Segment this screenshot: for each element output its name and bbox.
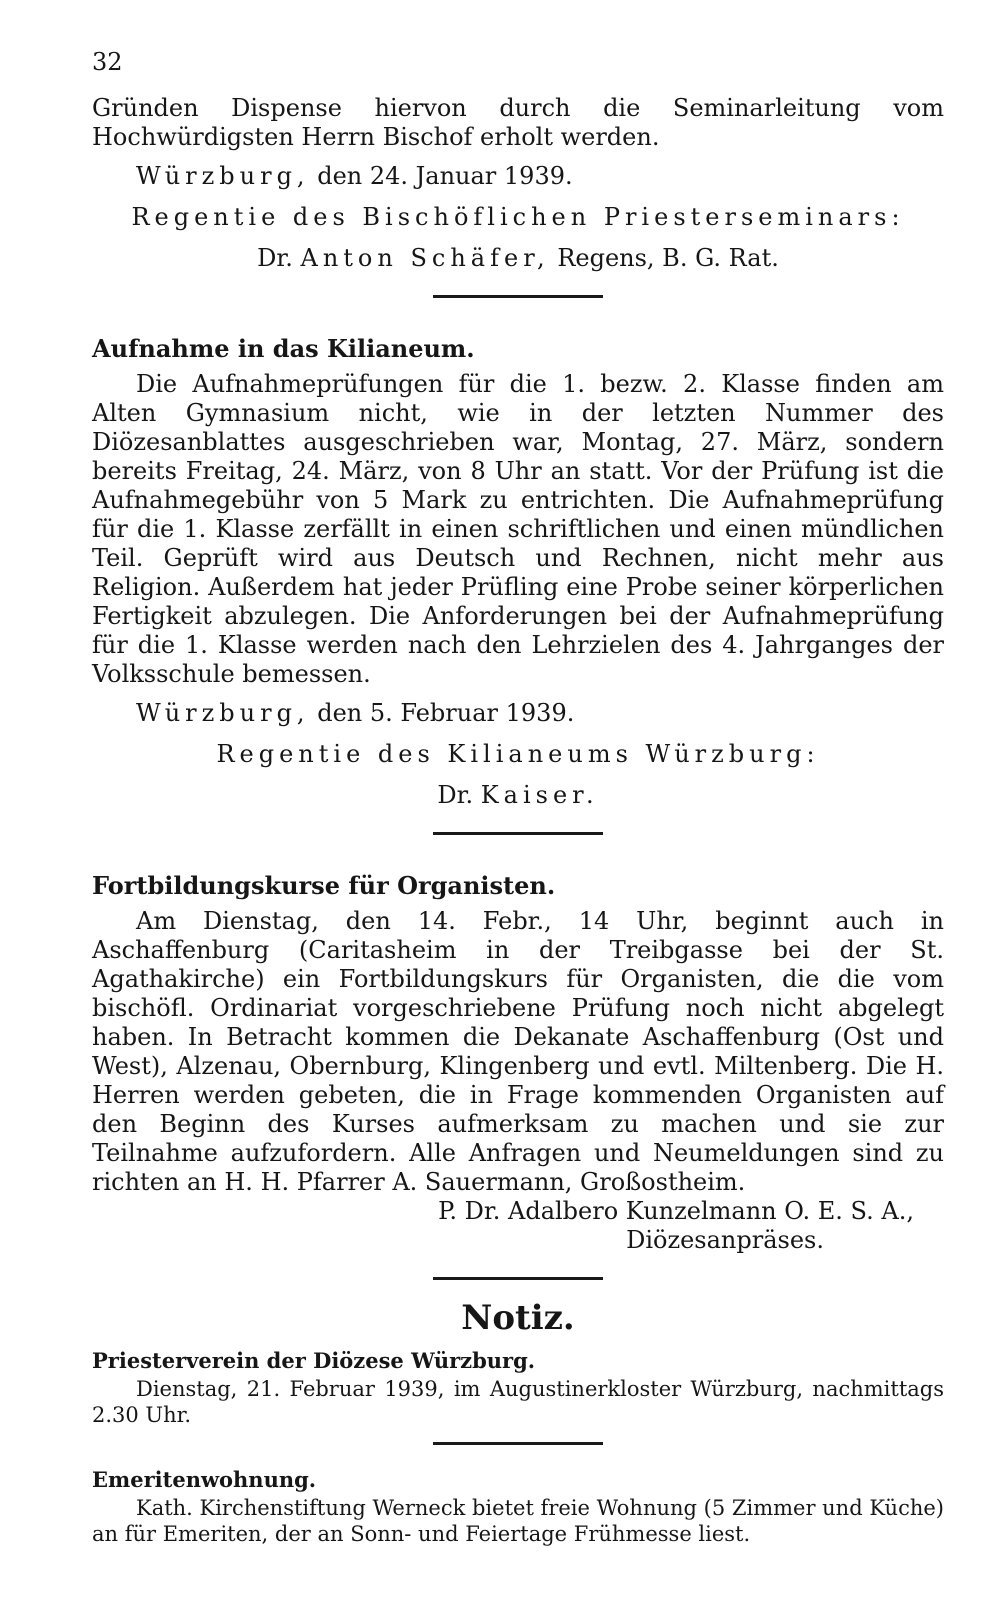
intro-date-place: Würzburg, (136, 162, 310, 190)
kilianeum-signature-name: Kaiser. (480, 781, 599, 809)
kilianeum-signature-title: Dr. (437, 781, 474, 809)
emeriten-heading: Emeritenwohnung. (92, 1467, 317, 1492)
kilianeum-date (92, 699, 944, 728)
emeriten-paragraph: Kath. Kirchenstiftung Werneck bietet freie Wohnung (5 Zimmer und Küche) an für Emeriten, der an Sonn- und Feiertage Frühmesse liest. (92, 1496, 944, 1546)
page-number: 32 (92, 48, 123, 76)
priesterverein-heading: Priesterverein der Diözese Würzburg. (92, 1348, 536, 1373)
intro-section (92, 94, 944, 273)
organisten-signature: P. Dr. Adalbero Kunzelmann O. E. S. A., (438, 1197, 914, 1225)
section-divider (433, 295, 603, 298)
intro-signature-rest: Regens, B. G. Rat. (557, 244, 779, 272)
intro-signature (92, 244, 944, 273)
intro-authority: Regentie des Bischöflichen Priesterseminars: (131, 203, 905, 231)
intro-signature-name: Anton Schäfer, (300, 244, 550, 272)
kilianeum-authority: Regentie des Kilianeums Würzburg: (216, 740, 820, 768)
kilianeum-date-place: Würzburg, (136, 699, 310, 727)
organisten-paragraph: Am Dienstag, den 14. Febr., 14 Uhr, beginnt auch in Aschaffenburg (Caritasheim in der Treibgasse bei der St. Agathakirche) ein Fortbildungskurs für Organisten, die die vom bischöfl. Ordinariat vorgeschriebene Prüfung noch nicht abgelegt haben. In Betracht kommen die Dekanate Aschaffenburg (Ost und West), Alzenau, Obernburg, Klingenberg und evtl. Miltenberg. Die H. Herren werden gebeten, die in Frage kommenden Organisten auf den Beginn des Kurses aufmerksam zu machen und sie zur Teilnahme aufzufordern. Alle Anfragen und Neumeldungen sind zu richten an H. H. Pfarrer A. Sauermann, Großostheim. (92, 907, 944, 1196)
section-divider (433, 1277, 603, 1280)
notiz-title: Notiz. (461, 1298, 575, 1338)
organisten-heading: Fortbildungskurse für Organisten. (92, 871, 556, 900)
organisten-section (92, 871, 944, 1255)
priesterverein-paragraph: Dienstag, 21. Februar 1939, im Augustinerkloster Würzburg, nachmittags 2.30 Uhr. (92, 1377, 944, 1427)
intro-date-rest: den 24. Januar 1939. (317, 162, 573, 190)
kilianeum-section (92, 334, 944, 810)
organisten-signature-role: Diözesanpräses. (626, 1226, 824, 1254)
notiz-section (92, 1298, 944, 1547)
kilianeum-paragraph: Die Aufnahmeprüfungen für die 1. bezw. 2. Klasse finden am Alten Gymnasium nicht, wie in der letzten Nummer des Diözesanblattes ausgeschrieben war, Montag, 27. März, sondern bereits Freitag, 24. März, von 8 Uhr an statt. Vor der Prüfung ist die Aufnahmegebühr von 5 Mark zu entrichten. Die Aufnahmeprüfung für die 1. Klasse zerfällt in einen schriftlichen und einen mündlichen Teil. Geprüft wird aus Deutsch und Rechnen, nicht mehr aus Religion. Außerdem hat jeder Prüfling eine Probe seiner körperlichen Fertigkeit abzulegen. Die Anforderungen bei der Aufnahmeprüfung für die 1. Klasse werden nach den Lehrzielen des 4. Jahrganges der Volksschule bemessen. (92, 370, 944, 688)
intro-date (92, 162, 944, 191)
intro-signature-title: Dr. (257, 244, 293, 272)
intro-paragraph: Gründen Dispense hiervon durch die Seminarleitung vom Hochwürdigsten Herrn Bischof erholt werden. (92, 94, 944, 151)
kilianeum-signature (92, 781, 944, 810)
section-divider (433, 1442, 603, 1445)
kilianeum-heading: Aufnahme in das Kilianeum. (92, 334, 475, 363)
kilianeum-date-rest: den 5. Februar 1939. (317, 699, 575, 727)
section-divider (433, 832, 603, 835)
